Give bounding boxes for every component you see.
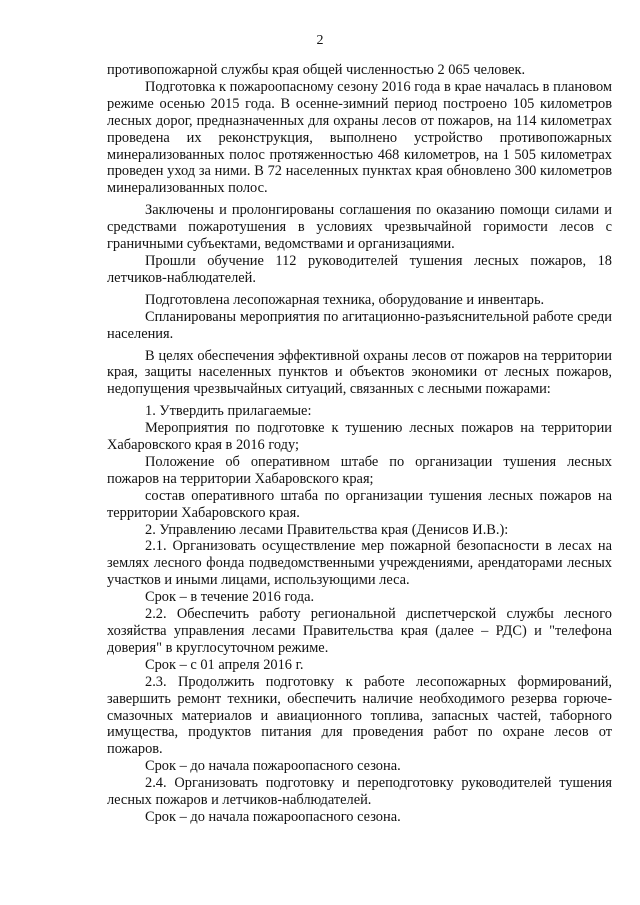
paragraph-continuation: противопожарной службы края общей численностью 2 065 человек. — [107, 62, 526, 78]
paragraph-regulation: Положение об оперативном штабе по организации тушения лесных пожаров на территории Хабаровского края; — [107, 453, 612, 487]
paragraph-item-2-4: 2.4. Организовать подготовку и переподготовку руководителей тушения лесных пожаров и летчиков-наблюдателей. — [107, 775, 612, 809]
paragraph-public-awareness: Спланированы мероприятия по агитационно-разъяснительной работе среди населения. — [107, 308, 612, 342]
paragraph-item-1: 1. Утвердить прилагаемые: — [145, 403, 312, 420]
page-number: 2 — [316, 33, 324, 48]
paragraph-agreements: Заключены и пролонгированы соглашения по оказанию помощи силами и средствами пожаротушения в условиях чрезвычайной горимости лесов с граничными субъектами, ведомствами и организациями. — [107, 202, 612, 253]
paragraph-item-2-1: 2.1. Организовать осуществление мер пожарной безопасности в лесах на землях лесного фонда подведомственными учреждениями, арендаторами лесных участков и иными лицами, использующими леса. — [107, 538, 612, 589]
document-body — [107, 62, 612, 826]
paragraph-purpose: В целях обеспечения эффективной охраны лесов от пожаров на территории края, защиты населенных пунктов и объектов экономики от лесных пожаров, недопущения чрезвычайных ситуаций, связанных с лесными пожарами: — [107, 347, 612, 398]
paragraph-deadline-2-2: Срок – с 01 апреля 2016 г. — [145, 656, 304, 673]
paragraph-equipment: Подготовлена лесопожарная техника, оборудование и инвентарь. — [145, 291, 545, 308]
paragraph-staff-composition: состав оперативного штаба по организации тушения лесных пожаров на территории Хабаровского края. — [107, 487, 612, 521]
paragraph-measures: Мероприятия по подготовке к тушению лесных пожаров на территории Хабаровского края в 2016 году; — [107, 420, 612, 454]
paragraph-deadline-2-3: Срок – до начала пожароопасного сезона. — [145, 758, 401, 775]
paragraph-item-2-3: 2.3. Продолжить подготовку к работе лесопожарных формирований, завершить ремонт техники, обеспечить наличие необходимого резерва горюче-смазочных материалов и авиационного топлива, запасных частей, таборного имущества, продуктов питания для проведения работ по охране лесов от пожаров. — [107, 673, 612, 758]
paragraph-item-2-2: 2.2. Обеспечить работу региональной диспетчерской службы лесного хозяйства управления лесами Правительства края (далее – РДС) и "телефона доверия" в круглосуточном режиме. — [107, 606, 612, 656]
paragraph-deadline-2-1: Срок – в течение 2016 года. — [145, 589, 315, 606]
paragraph-item-2: 2. Управлению лесами Правительства края (Денисов И.В.): — [145, 521, 509, 538]
paragraph-training: Прошли обучение 112 руководителей тушения лесных пожаров, 18 летчиков-наблюдателей. — [107, 252, 612, 286]
paragraph-fire-season-preparation: Подготовка к пожароопасному сезону 2016 года в крае началась в плановом режиме осенью 2015 года. В осенне-зимний период построено 105 километров лесных дорог, предназначенных для охраны лесов от пожаров, на 114 километрах проведена их реконструкция, выполнено устройство противопожарных минерализованных полос протяженностью 468 километров, на 1 505 километрах проведен уход за ними. В 72 населенных пунктах края обновлено 300 километров минерализованных полос. — [107, 78, 612, 197]
paragraph-deadline-2-4: Срок – до начала пожароопасного сезона. — [145, 808, 401, 825]
